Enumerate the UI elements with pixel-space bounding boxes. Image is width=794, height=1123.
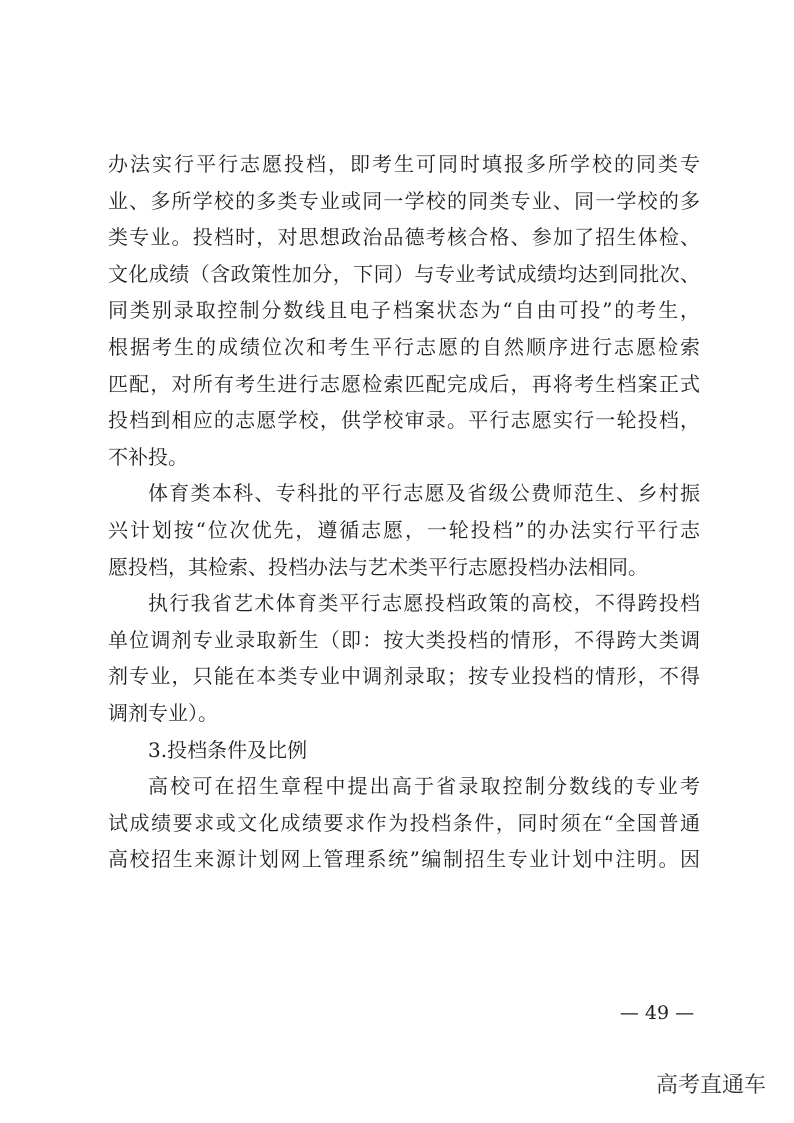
text-line: 体育类本科、专科批的平行志愿及省级公费师范生、乡村振 [148,481,700,506]
text-line: 剂专业，只能在本类专业中调剂录取；按专业投档的情形，不得 [108,664,700,689]
section-heading: 3.投档条件及比例 [148,737,308,762]
text-line: 单位调剂专业录取新生（即：按大类投档的情形，不得跨大类调 [108,627,700,652]
document-body [108,146,700,878]
text-line: 兴计划按“位次优先，遵循志愿，一轮投档”的办法实行平行志 [108,517,700,542]
text-line: 不补投。 [108,444,188,469]
text-line: 高校招生来源计划网上管理系统”编制招生专业计划中注明。因 [108,847,700,872]
text-line: 高校可在招生章程中提出高于省录取控制分数线的专业考 [148,774,700,799]
text-line: 愿投档，其检索、投档办法与艺术类平行志愿投档办法相同。 [108,554,648,579]
text-line: 试成绩要求或文化成绩要求作为投档条件，同时须在“全国普通 [108,810,700,835]
text-line: 类专业。投档时，对思想政治品德考核合格、参加了招生体检、 [108,225,700,250]
text-line: 投档到相应的志愿学校，供学校审录。平行志愿实行一轮投档， [108,408,700,433]
text-line: 同类别录取控制分数线且电子档案状态为“自由可投”的考生， [108,298,700,323]
text-line: 文化成绩（含政策性加分，下同）与专业考试成绩均达到同批次、 [108,261,700,286]
watermark-text: 高考直通车 [656,1073,767,1098]
page-number: — 49 — [619,1002,695,1024]
text-line: 根据考生的成绩位次和考生平行志愿的自然顺序进行志愿检索 [108,334,700,359]
text-line: 执行我省艺术体育类平行志愿投档政策的高校，不得跨投档 [148,591,700,616]
text-line: 调剂专业）。 [108,700,218,725]
text-line: 办法实行平行志愿投档，即考生可同时填报多所学校的同类专 [108,152,700,176]
text-line: 业、多所学校的多类专业或同一学校的同类专业、同一学校的多 [108,188,700,213]
text-line: 匹配，对所有考生进行志愿检索匹配完成后，再将考生档案正式 [108,371,700,396]
